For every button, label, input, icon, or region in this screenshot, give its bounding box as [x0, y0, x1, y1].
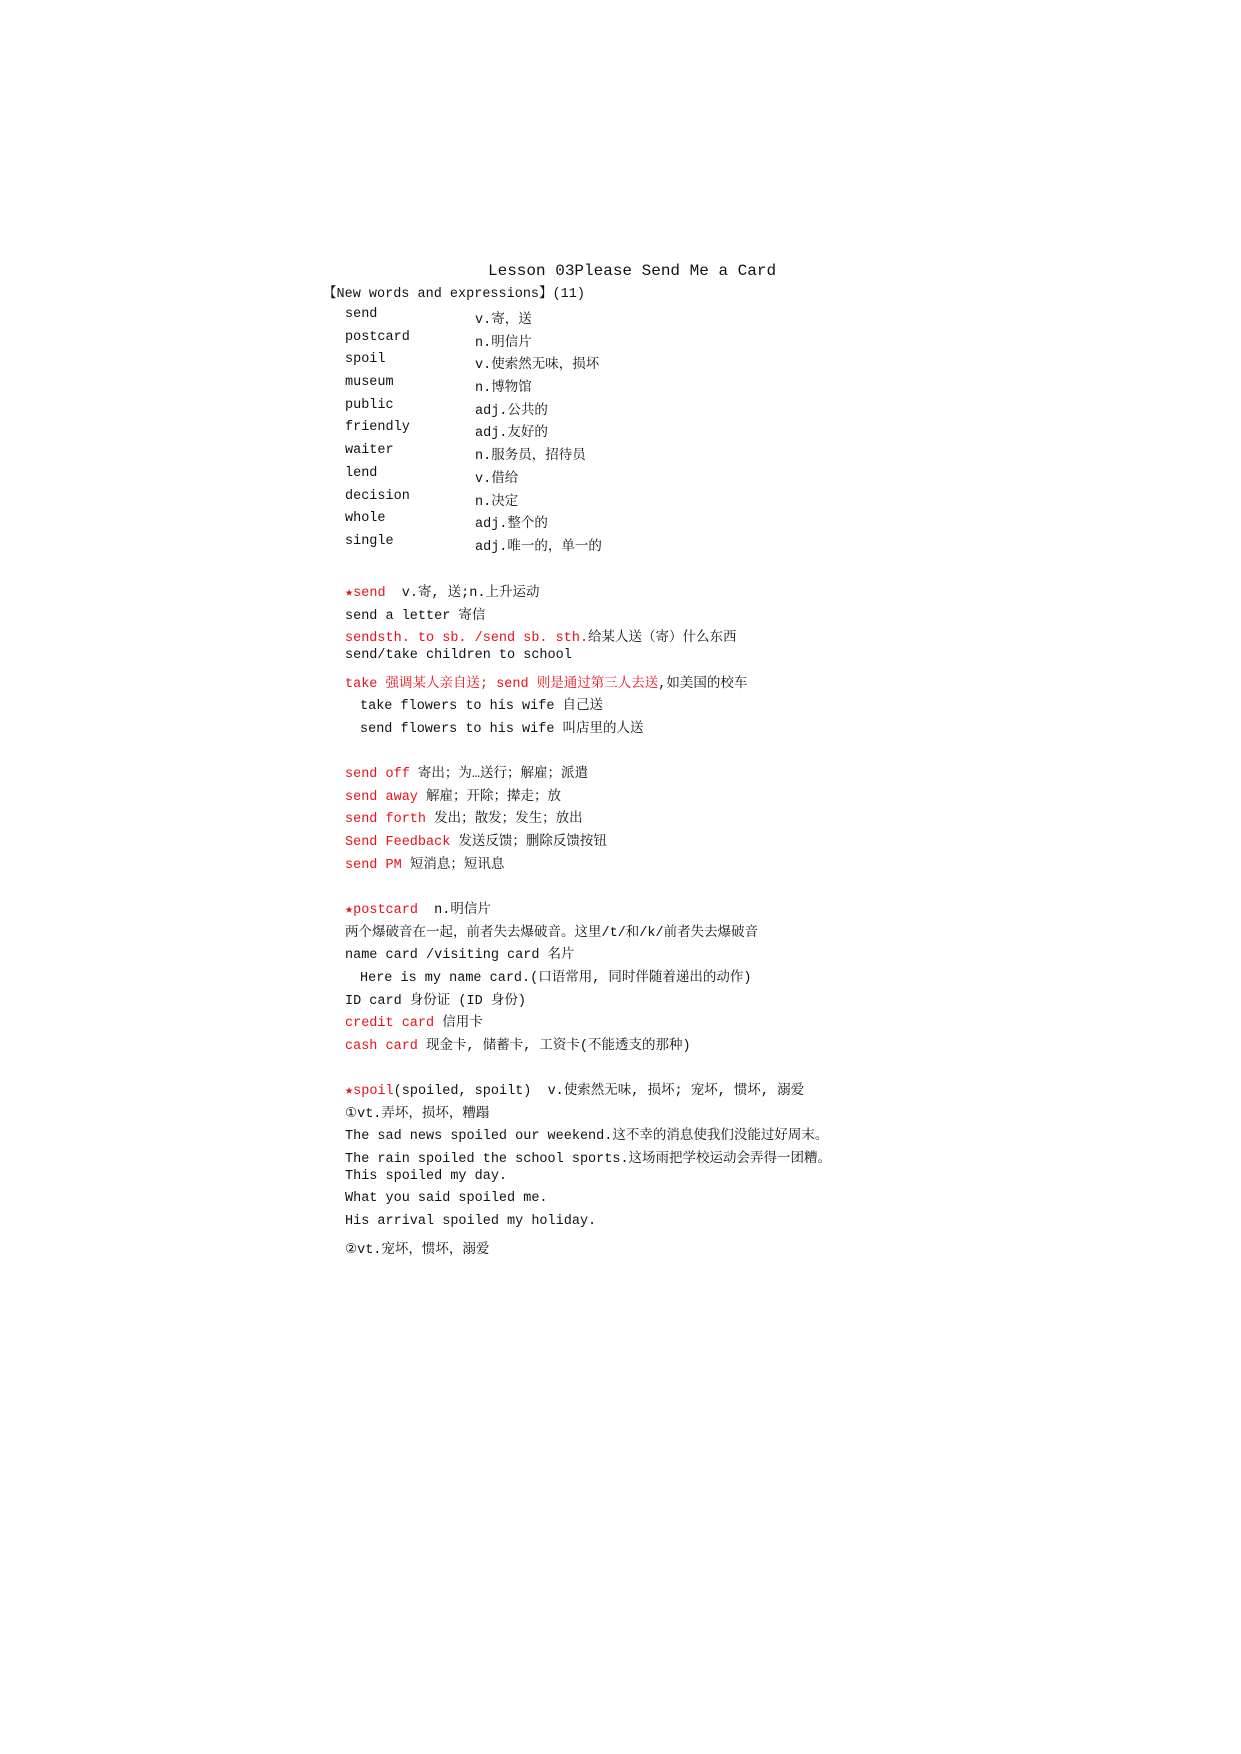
phrase-red: send forth	[345, 812, 427, 828]
spoil-line: This spoiled my day.	[345, 1168, 508, 1184]
postcard-head-rest: n.明信片	[417, 903, 491, 918]
vocab-word: single	[345, 533, 394, 549]
postcard-section	[345, 897, 758, 1056]
vocab-meaning: v.借给	[475, 471, 519, 487]
postcard-line	[345, 1010, 758, 1033]
phrase-black: 发送反馈；删除反馈按钮	[450, 835, 607, 851]
postcard-heading	[345, 897, 758, 920]
postcard-line-black: 现金卡, 储蓄卡, 工资卡(不能透支的那种)	[417, 1039, 691, 1055]
send-line-black: ,如美国的校车	[658, 676, 748, 692]
star-icon: ★	[345, 903, 354, 918]
vocab-word: decision	[345, 488, 410, 504]
spoil-line: The sad news spoiled our weekend.这不幸的消息使我们没能过好周末。	[345, 1129, 829, 1145]
phrase-red: send off	[345, 767, 410, 782]
vocab-meaning: v.寄，送	[475, 313, 532, 328]
phrase-red: Send Feedback	[345, 835, 451, 851]
phrase-red: send PM	[345, 857, 402, 873]
phrase-black: 寄出；为…送行；解雇；派遣	[409, 767, 589, 782]
send-head-rest: v.寄, 送;n.上升运动	[385, 586, 540, 601]
postcard-head-word: postcard	[353, 903, 418, 918]
vocab-word: public	[345, 397, 394, 413]
vocab-meaning: adj.友好的	[475, 426, 548, 442]
send-line	[345, 671, 747, 694]
phrase-black: 发出；散发；发生；放出	[426, 812, 583, 828]
postcard-line-black: 信用卡	[434, 1016, 483, 1032]
spoil-line: What you said spoiled me.	[345, 1191, 548, 1207]
send-line: send/take children to school	[345, 648, 572, 664]
send-line	[345, 625, 747, 648]
spoil-line: His arrival spoiled my holiday.	[345, 1214, 597, 1230]
vocab-meaning: adj.整个的	[475, 517, 548, 533]
vocab-word: send	[345, 307, 378, 322]
phrase-row	[345, 806, 607, 829]
vocab-meaning: adj.唯一的，单一的	[475, 539, 602, 555]
vocab-meaning: adj.公共的	[475, 403, 548, 419]
vocab-meaning: n.决定	[475, 494, 519, 510]
send-heading	[345, 580, 747, 603]
send-section	[345, 580, 747, 739]
lesson-title: Lesson 03Please Send Me a Card	[488, 262, 777, 280]
vocab-meaning: n.明信片	[475, 335, 532, 351]
phrase-row	[345, 829, 607, 852]
vocab-word: friendly	[345, 420, 410, 436]
postcard-line: Here is my name card.(口语常用, 同时伴随着递出的动作)	[360, 971, 752, 987]
vocab-word: postcard	[345, 329, 410, 345]
vocab-meaning: v.使索然无味，损坏	[475, 358, 600, 374]
send-head-word: send	[353, 586, 386, 601]
spoil-section	[345, 1078, 831, 1260]
postcard-line: name card /visiting card 名片	[345, 948, 575, 964]
vocab-word: museum	[345, 375, 394, 391]
spoil-heading	[345, 1078, 831, 1101]
vocab-word: spoil	[345, 352, 386, 368]
star-icon: ★	[345, 586, 354, 601]
star-icon: ★	[345, 1084, 354, 1099]
phrase-black: 解雇；开除；撵走；放	[417, 789, 562, 805]
send-line: send flowers to his wife 叫店里的人送	[360, 722, 644, 738]
spoil-line: The rain spoiled the school sports.这场雨把学校运动会弄得一团糟。	[345, 1152, 832, 1168]
phrase-row	[345, 784, 607, 807]
postcard-line: 两个爆破音在一起，前者失去爆破音。这里/t/和/k/前者失去爆破音	[345, 925, 759, 941]
spoil-head-rest: (spoiled, spoilt) v.使索然无味, 损坏; 宠坏, 惯坏, 溺爱	[393, 1084, 805, 1099]
phrase-black: 短消息；短讯息	[401, 857, 505, 873]
vocab-word: waiter	[345, 443, 394, 459]
spoil-line: ①vt.弄坏，损坏，糟蹋	[345, 1106, 490, 1122]
postcard-line	[345, 1033, 758, 1056]
send-line: send a letter 寄信	[345, 608, 486, 624]
send-line: take flowers to his wife 自己送	[360, 699, 604, 715]
postcard-line: ID card 身份证 (ID 身份)	[345, 993, 526, 1009]
vocab-word: whole	[345, 511, 386, 527]
send-line-red: sendsth. to sb. /send sb. sth.	[345, 631, 589, 647]
phrase-row	[345, 761, 607, 784]
send-line-red: take 强调某人亲自送; send 则是通过第三人去送	[345, 676, 659, 692]
spoil-line: ②vt.宠坏，惯坏，溺爱	[345, 1242, 490, 1258]
vocab-meaning: n.服务员，招待员	[475, 449, 586, 465]
vocab-meaning: n.博物馆	[475, 381, 532, 397]
send-phrases	[345, 761, 607, 874]
postcard-line-red: credit card	[345, 1016, 435, 1032]
spoil-head-word: spoil	[353, 1084, 394, 1099]
phrase-red: send away	[345, 789, 418, 805]
phrase-row	[345, 852, 607, 875]
vocab-word: lend	[345, 465, 378, 481]
postcard-line-red: cash card	[345, 1039, 418, 1055]
send-line-black: 给某人送（寄）什么东西	[588, 631, 737, 647]
new-words-heading: 【New words and expressions】(11)	[323, 287, 585, 302]
